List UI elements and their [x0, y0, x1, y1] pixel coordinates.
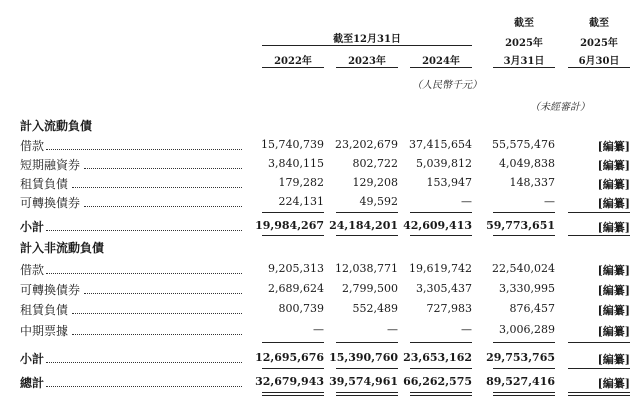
- subtotal-2022: 19,984,267: [255, 219, 324, 232]
- cell-2025-jun: [編纂]: [597, 178, 630, 191]
- dot-leader: [46, 386, 242, 387]
- total-label: 總計: [20, 376, 45, 390]
- total-2023: 39,574,961: [329, 375, 398, 388]
- dot-leader: [46, 362, 242, 363]
- cell-2025-mar: 55,575,476: [492, 138, 555, 151]
- section-title-noncurrent: 計入非流動負債: [20, 241, 105, 255]
- subtotal-rule: [336, 235, 398, 236]
- dot-leader: [72, 334, 242, 335]
- cell-2023: 12,038,771: [335, 262, 398, 275]
- cell-2023: 129,208: [352, 176, 398, 189]
- cell-2022: —: [313, 323, 324, 336]
- cell-2024: 727,983: [426, 302, 472, 315]
- subtotal-2025-jun: [編纂]: [597, 221, 630, 234]
- cell-2023: 802,722: [352, 157, 398, 170]
- cell-2025-jun: [編纂]: [597, 264, 630, 277]
- dot-leader: [72, 313, 242, 314]
- subtotal-2024: 23,653,162: [403, 351, 472, 364]
- currency-note: （人民幣千元）: [412, 80, 482, 91]
- subtotal-rule: [410, 368, 472, 369]
- subtotal-rule: [336, 342, 398, 343]
- cell-2025-jun: [編纂]: [597, 159, 630, 172]
- col-2022: 2022年: [274, 56, 312, 67]
- cell-2023: 49,592: [359, 195, 398, 208]
- col-2025-mar-rule: [493, 67, 555, 68]
- cell-2025-mar: 3,330,995: [499, 282, 555, 295]
- col-2025-jun-bot: 6月30日: [578, 56, 620, 67]
- subtotal-2025-jun: [編纂]: [597, 353, 630, 366]
- cell-2025-jun: [編纂]: [597, 197, 630, 210]
- subtotal-rule: [493, 342, 555, 343]
- cell-2025-mar: 4,049,838: [499, 157, 555, 170]
- total-double-rule: [336, 392, 398, 396]
- total-double-rule: [493, 392, 555, 396]
- subtotal-rule: [568, 235, 630, 236]
- cell-2025-mar: —: [544, 195, 555, 208]
- col-2025-mar-top: 截至: [514, 18, 534, 29]
- subtotal-rule: [262, 368, 324, 369]
- dot-leader: [84, 293, 242, 294]
- total-double-rule: [410, 392, 472, 396]
- cell-2025-mar: 876,457: [509, 302, 555, 315]
- subtotal-rule: [336, 212, 398, 213]
- dot-leader: [46, 149, 242, 150]
- subtotal-rule: [568, 212, 630, 213]
- subtotal-2022: 12,695,676: [255, 351, 324, 364]
- row-label: 可轉換債券: [20, 283, 81, 297]
- subtotal-rule: [568, 342, 630, 343]
- col-2025-jun-top: 截至: [589, 18, 609, 29]
- unaudited-note: （未經審計）: [530, 102, 590, 113]
- subtotal-rule: [493, 235, 555, 236]
- cell-2022: 800,739: [278, 302, 324, 315]
- subtotal-rule: [410, 342, 472, 343]
- total-double-rule: [568, 392, 630, 396]
- subtotal-rule: [262, 235, 324, 236]
- cell-2024: 5,039,812: [416, 157, 472, 170]
- subtotal-2025-mar: 59,773,651: [486, 219, 555, 232]
- cell-2022: 15,740,739: [261, 138, 324, 151]
- col-2025-jun-mid: 2025年: [580, 38, 618, 49]
- row-label: 借款: [20, 263, 45, 277]
- cell-2025-mar: 3,006,289: [499, 323, 555, 336]
- row-label: 中期票據: [20, 324, 69, 338]
- total-2025-jun: [編纂]: [597, 377, 630, 390]
- dot-leader: [84, 168, 242, 169]
- col-2025-jun-rule: [568, 67, 630, 68]
- col-2023: 2023年: [348, 56, 386, 67]
- cell-2022: 9,205,313: [268, 262, 324, 275]
- col-2025-mar-bot: 3月31日: [503, 56, 545, 67]
- subtotal-rule: [493, 212, 555, 213]
- row-label: 借款: [20, 139, 45, 153]
- dot-leader: [72, 187, 242, 188]
- cell-2025-mar: 148,337: [509, 176, 555, 189]
- cell-2022: 2,689,624: [268, 282, 324, 295]
- dot-leader: [84, 206, 242, 207]
- total-2025-mar: 89,527,416: [486, 375, 555, 388]
- col-2022-rule: [262, 67, 324, 68]
- cell-2025-jun: [編纂]: [597, 325, 630, 338]
- col-2023-rule: [336, 67, 398, 68]
- total-double-rule: [262, 392, 324, 396]
- col-2024: 2024年: [422, 56, 460, 67]
- cell-2022: 3,840,115: [268, 157, 324, 170]
- row-label: 租賃負債: [20, 303, 69, 317]
- subtotal-rule: [410, 212, 472, 213]
- cell-2024: 153,947: [426, 176, 472, 189]
- subtotal-2023: 15,390,760: [329, 351, 398, 364]
- col-2024-rule: [410, 67, 472, 68]
- cell-2023: —: [387, 323, 398, 336]
- cell-2023: 552,489: [352, 302, 398, 315]
- group-header: 截至12月31日: [333, 34, 401, 45]
- subtotal-rule: [336, 368, 398, 369]
- subtotal-label-noncurrent: 小計: [20, 352, 45, 366]
- subtotal-rule: [410, 235, 472, 236]
- row-label: 租賃負債: [20, 177, 69, 191]
- cell-2025-jun: [編纂]: [597, 304, 630, 317]
- subtotal-label-current: 小計: [20, 220, 45, 234]
- cell-2022: 179,282: [278, 176, 324, 189]
- cell-2024: 37,415,654: [409, 138, 472, 151]
- subtotal-2025-mar: 29,753,765: [486, 351, 555, 364]
- row-label: 短期融資券: [20, 158, 81, 172]
- group-header-rule: [262, 45, 472, 46]
- col-2025-mar-mid: 2025年: [505, 38, 543, 49]
- subtotal-2024: 42,609,413: [403, 219, 472, 232]
- subtotal-rule: [262, 342, 324, 343]
- total-2024: 66,262,575: [403, 375, 472, 388]
- subtotal-rule: [493, 368, 555, 369]
- dot-leader: [46, 230, 242, 231]
- cell-2023: 23,202,679: [335, 138, 398, 151]
- cell-2024: —: [461, 195, 472, 208]
- cell-2025-jun: [編纂]: [597, 284, 630, 297]
- cell-2022: 224,131: [278, 195, 324, 208]
- cell-2025-mar: 22,540,024: [492, 262, 555, 275]
- cell-2025-jun: [編纂]: [597, 140, 630, 153]
- dot-leader: [46, 273, 242, 274]
- subtotal-rule: [262, 212, 324, 213]
- subtotal-2023: 24,184,201: [329, 219, 398, 232]
- row-label: 可轉換債券: [20, 196, 81, 210]
- total-2022: 32,679,943: [255, 375, 324, 388]
- subtotal-rule: [568, 368, 630, 369]
- cell-2023: 2,799,500: [342, 282, 398, 295]
- cell-2024: 19,619,742: [409, 262, 472, 275]
- section-title-current: 計入流動負債: [20, 119, 93, 133]
- cell-2024: —: [461, 323, 472, 336]
- cell-2024: 3,305,437: [416, 282, 472, 295]
